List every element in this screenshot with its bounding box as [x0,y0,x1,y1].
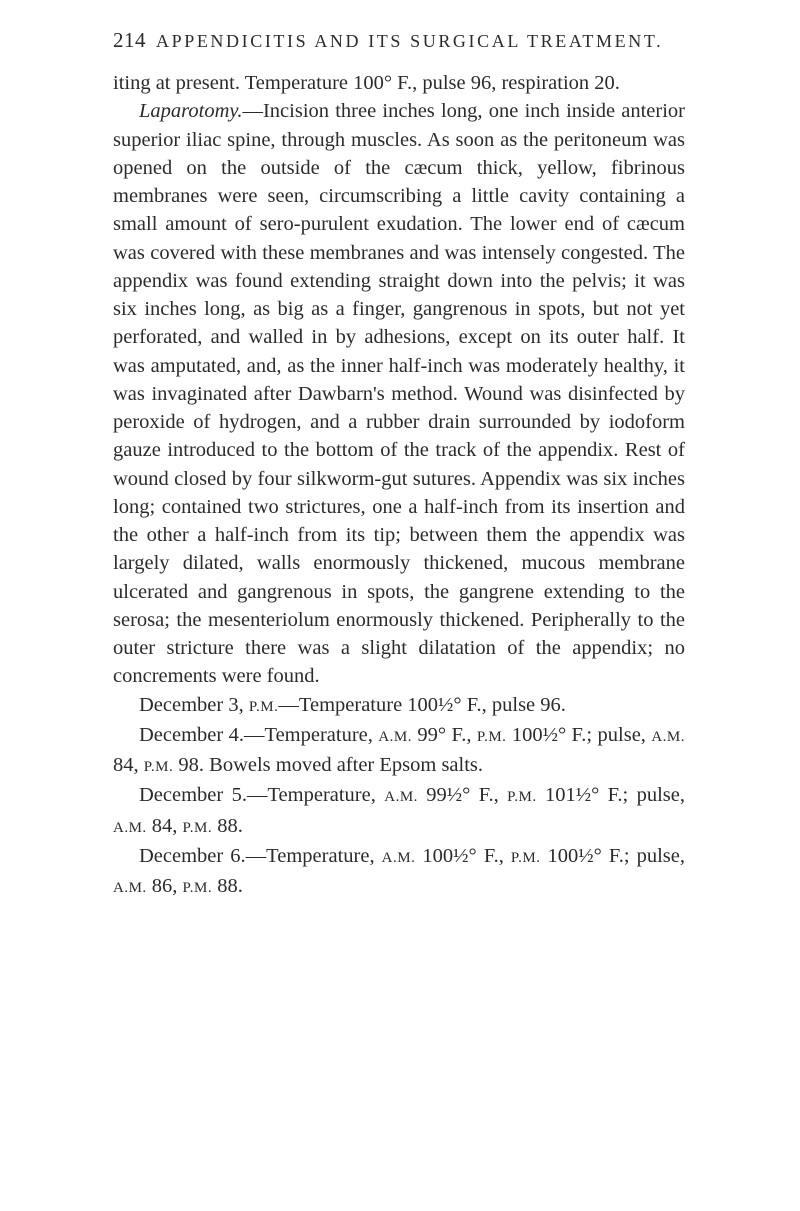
time-of-day: P.M. [143,759,174,775]
entry-december-5 [113,781,685,842]
entry-text: 84, [113,754,144,776]
entry-text: 100½° F.; pulse, [506,723,652,746]
entry-text: December 3, [139,693,249,716]
paragraph-laparotomy [113,97,685,690]
time-of-day: A.M. [113,819,147,836]
entry-text: 98. Bowels moved after Epsom salts. [173,754,484,776]
entry-text: 99½° F., [417,784,508,807]
entry-text: 86, [146,875,183,897]
page-number: 214 [113,28,146,52]
time-of-day: P.M. [510,849,541,866]
entry-december-6 [113,842,685,903]
entry-text: December 5.—Temperature, [139,784,385,807]
running-title: APPENDICITIS AND ITS SURGICAL TREATMENT. [156,31,664,51]
entry-text: December 4.—Temperature, [139,723,379,746]
entry-text: —Temperature 100½° F., pulse 96. [278,693,566,716]
entry-december-4 [113,721,685,782]
entry-text: 99° F., [411,723,477,746]
time-of-day: A.M. [384,789,418,806]
entry-text: 100½° F.; pulse, [540,844,685,867]
entry-text: 88. [212,814,243,837]
body-text [113,69,685,902]
laparotomy-text: —Incision three inches long, one inch inside anterior superior iliac spine, through muscles. As soon as the peritoneum was opened on the outside of the cæcum thick, yellow, fibrinous membranes were seen, circumscribing a little cavity containing a small amount of sero-purulent exudation. The lower end of cæcum was covered with these membranes and was intensely congested. The appendix was found extending straight down into the pelvis; it was six inches long, as big as a finger, gangrenous in spots, but not yet perforated, and walled in by adhesions, except on its outer half. It was amputated, and, as the inner half-inch was moderately healthy, it was invaginated after Dawbarn's method. Wound was disinfected by peroxide of hydrogen, and a rubber drain surrounded by iodoform gauze introduced to the bottom of the track of the appendix. Rest of wound closed by four silkworm-gut sutures. Appendix was six inches long; contained two strictures, one a half-inch from its insertion and the other a half-inch from its tip; between them the appendix was largely dilated, walls enormously thickened, mucous membrane ulcerated and gangrenous in spots, the gangrene extending to the serosa; the mesenteriolum enormously thickened. Peripherally to the outer stricture there was a slight dilatation of the appendix; no concrements were found. [113,100,685,688]
time-of-day: P.M. [507,789,537,806]
time-of-day: A.M. [381,849,416,866]
time-of-day: A.M. [651,728,685,745]
entry-december-3 [113,691,685,721]
time-of-day: P.M. [182,819,213,836]
time-of-day: P.M. [476,728,507,745]
entry-text: 88. [212,875,243,897]
laparotomy-heading: Laparotomy. [139,100,243,123]
book-page [113,28,685,902]
paragraph-continuation: iting at present. Temperature 100° F., pulse 96, respiration 20. [113,72,620,94]
time-of-day: A.M. [113,880,147,896]
time-of-day: P.M. [248,698,279,715]
entry-text: 84, [146,814,183,837]
running-head [113,28,685,58]
entry-text: 101½° F.; pulse, [536,784,685,807]
time-of-day: P.M. [182,880,213,896]
entry-text: 100½° F., [415,844,511,867]
time-of-day: A.M. [378,728,412,745]
entry-text: December 6.—Temperature, [139,844,382,867]
